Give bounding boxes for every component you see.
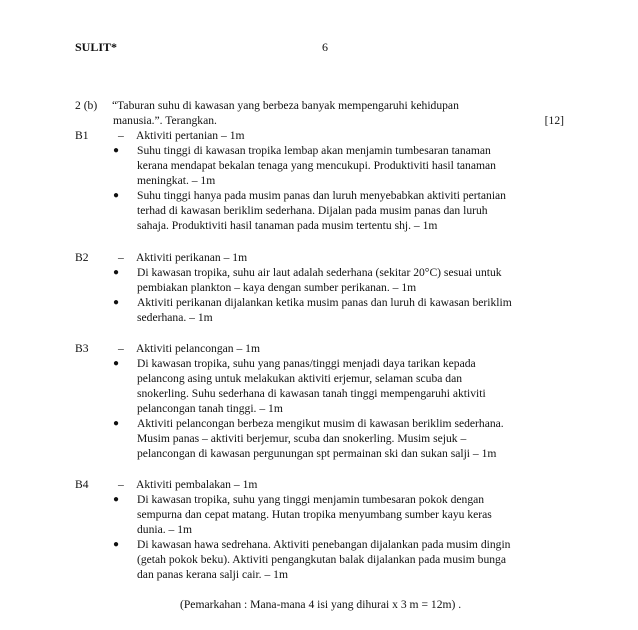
bullet-line: pelancongan tanah tinggi. – 1m <box>137 402 283 415</box>
bullet-point <box>107 537 547 582</box>
bullet-list <box>107 143 547 233</box>
section-title <box>118 128 245 143</box>
section-title-text: Aktiviti pertanian – 1m <box>136 129 245 142</box>
section-code: B3 <box>75 342 89 355</box>
bullet-line: Aktiviti perikanan dijalankan ketika musim panas dan luruh di kawasan beriklim <box>137 296 512 309</box>
bullet-line: dan panas kerana salji cair. – 1m <box>137 568 288 581</box>
bullet-line: Di kawasan tropika, suhu yang panas/tinggi menjadi daya tarikan kepada <box>137 357 476 370</box>
dash-marker: – <box>118 342 124 355</box>
bullet-line: meningkat. – 1m <box>137 174 216 187</box>
bullet-line: pembiakan plankton – kaya dengan sumber perikanan. – 1m <box>137 281 417 294</box>
question-text-2: manusia.”. Terangkan. <box>113 114 217 127</box>
dash-marker: – <box>118 478 124 491</box>
bullet-line: kerana mendapat bekalan tenaga yang mencukupi. Produktiviti hasil tanaman <box>137 159 496 172</box>
page-header <box>75 40 565 56</box>
bullet-line: dunia. – 1m <box>137 523 193 536</box>
bullet-line: pelancong asing untuk melakukan aktiviti erjemur, selaman scuba dan <box>137 372 463 385</box>
page-number: 6 <box>322 40 328 54</box>
bullet-point <box>107 295 547 325</box>
bullet-line: snokerling. Suhu sederhana di kawasan tanah tinggi mempengaruhi aktiviti <box>137 387 486 400</box>
bullet-dot-icon: ● <box>113 297 120 308</box>
classification-label: SULIT* <box>75 40 118 54</box>
bullet-line: Di kawasan hawa sedrehana. Aktiviti penebangan dijalankan pada musim dingin <box>137 538 511 551</box>
dash-marker: – <box>118 251 124 264</box>
bullet-list <box>107 356 547 461</box>
bullet-point <box>107 416 547 461</box>
bullet-line: Suhu tinggi di kawasan tropika lembap akan menjamin tumbesaran tanaman <box>137 144 491 157</box>
bullet-line: Di kawasan tropika, suhu yang tinggi menjamin tumbesaran pokok dengan <box>137 493 485 506</box>
section-code: B2 <box>75 251 89 264</box>
section-title <box>118 477 257 492</box>
bullet-dot-icon: ● <box>113 539 120 550</box>
question-line-1 <box>75 98 575 113</box>
question-text-1: “Taburan suhu di kawasan yang berbeza banyak mempengaruhi kehidupan <box>112 99 459 112</box>
bullet-line: (getah pokok beku). Aktiviti pengangkutan balak dijalankan pada musim bunga <box>137 553 506 566</box>
bullet-line: sahaja. Produktiviti hasil tanaman pada musim tertentu shj. – 1m <box>137 219 438 232</box>
bullet-dot-icon: ● <box>113 267 120 278</box>
bullet-point <box>107 143 547 188</box>
bullet-line: Di kawasan tropika, suhu air laut adalah sederhana (sekitar 20°C) sesuai untuk <box>137 266 502 279</box>
bullet-dot-icon: ● <box>113 418 120 429</box>
section-title-text: Aktiviti perikanan – 1m <box>136 251 248 264</box>
bullet-line: sempurna dan cepat matang. Hutan tropika menyumbang sumber kayu keras <box>137 508 492 521</box>
section-title <box>118 250 247 265</box>
section-title-text: Aktiviti pembalakan – 1m <box>136 478 258 491</box>
section-code: B1 <box>75 129 89 142</box>
bullet-point <box>107 492 547 537</box>
bullet-dot-icon: ● <box>113 494 120 505</box>
marking-note: (Pemarkahan : Mana-mana 4 isi yang dihurai x 3 m = 12m) . <box>180 598 462 611</box>
question-marks: [12] <box>544 114 564 127</box>
section-code: B4 <box>75 478 89 491</box>
bullet-line: pelancongan di kawasan pergunungan spt permainan ski dan sukan salji – 1m <box>137 447 497 460</box>
bullet-line: Musim panas – aktiviti berjemur, scuba dan snokerling. Musim sejuk – <box>137 432 467 445</box>
section-title <box>118 341 260 356</box>
bullet-list <box>107 492 547 582</box>
bullet-point <box>107 188 547 233</box>
section-title-text: Aktiviti pelancongan – 1m <box>136 342 260 355</box>
bullet-dot-icon: ● <box>113 358 120 369</box>
bullet-list <box>107 265 547 325</box>
bullet-line: Suhu tinggi hanya pada musim panas dan luruh menyebabkan aktiviti pertanian <box>137 189 506 202</box>
question-number: 2 (b) <box>75 99 98 112</box>
bullet-point <box>107 265 547 295</box>
bullet-dot-icon: ● <box>113 190 120 201</box>
bullet-line: Aktiviti pelancongan berbeza mengikut musim di kawasan beriklim sederhana. <box>137 417 504 430</box>
bullet-dot-icon: ● <box>113 145 120 156</box>
bullet-line: sederhana. – 1m <box>137 311 213 324</box>
bullet-point <box>107 356 547 416</box>
dash-marker: – <box>118 129 124 142</box>
bullet-line: terhad di kawasan beriklim sederhana. Dijalan pada musim panas dan luruh <box>137 204 488 217</box>
